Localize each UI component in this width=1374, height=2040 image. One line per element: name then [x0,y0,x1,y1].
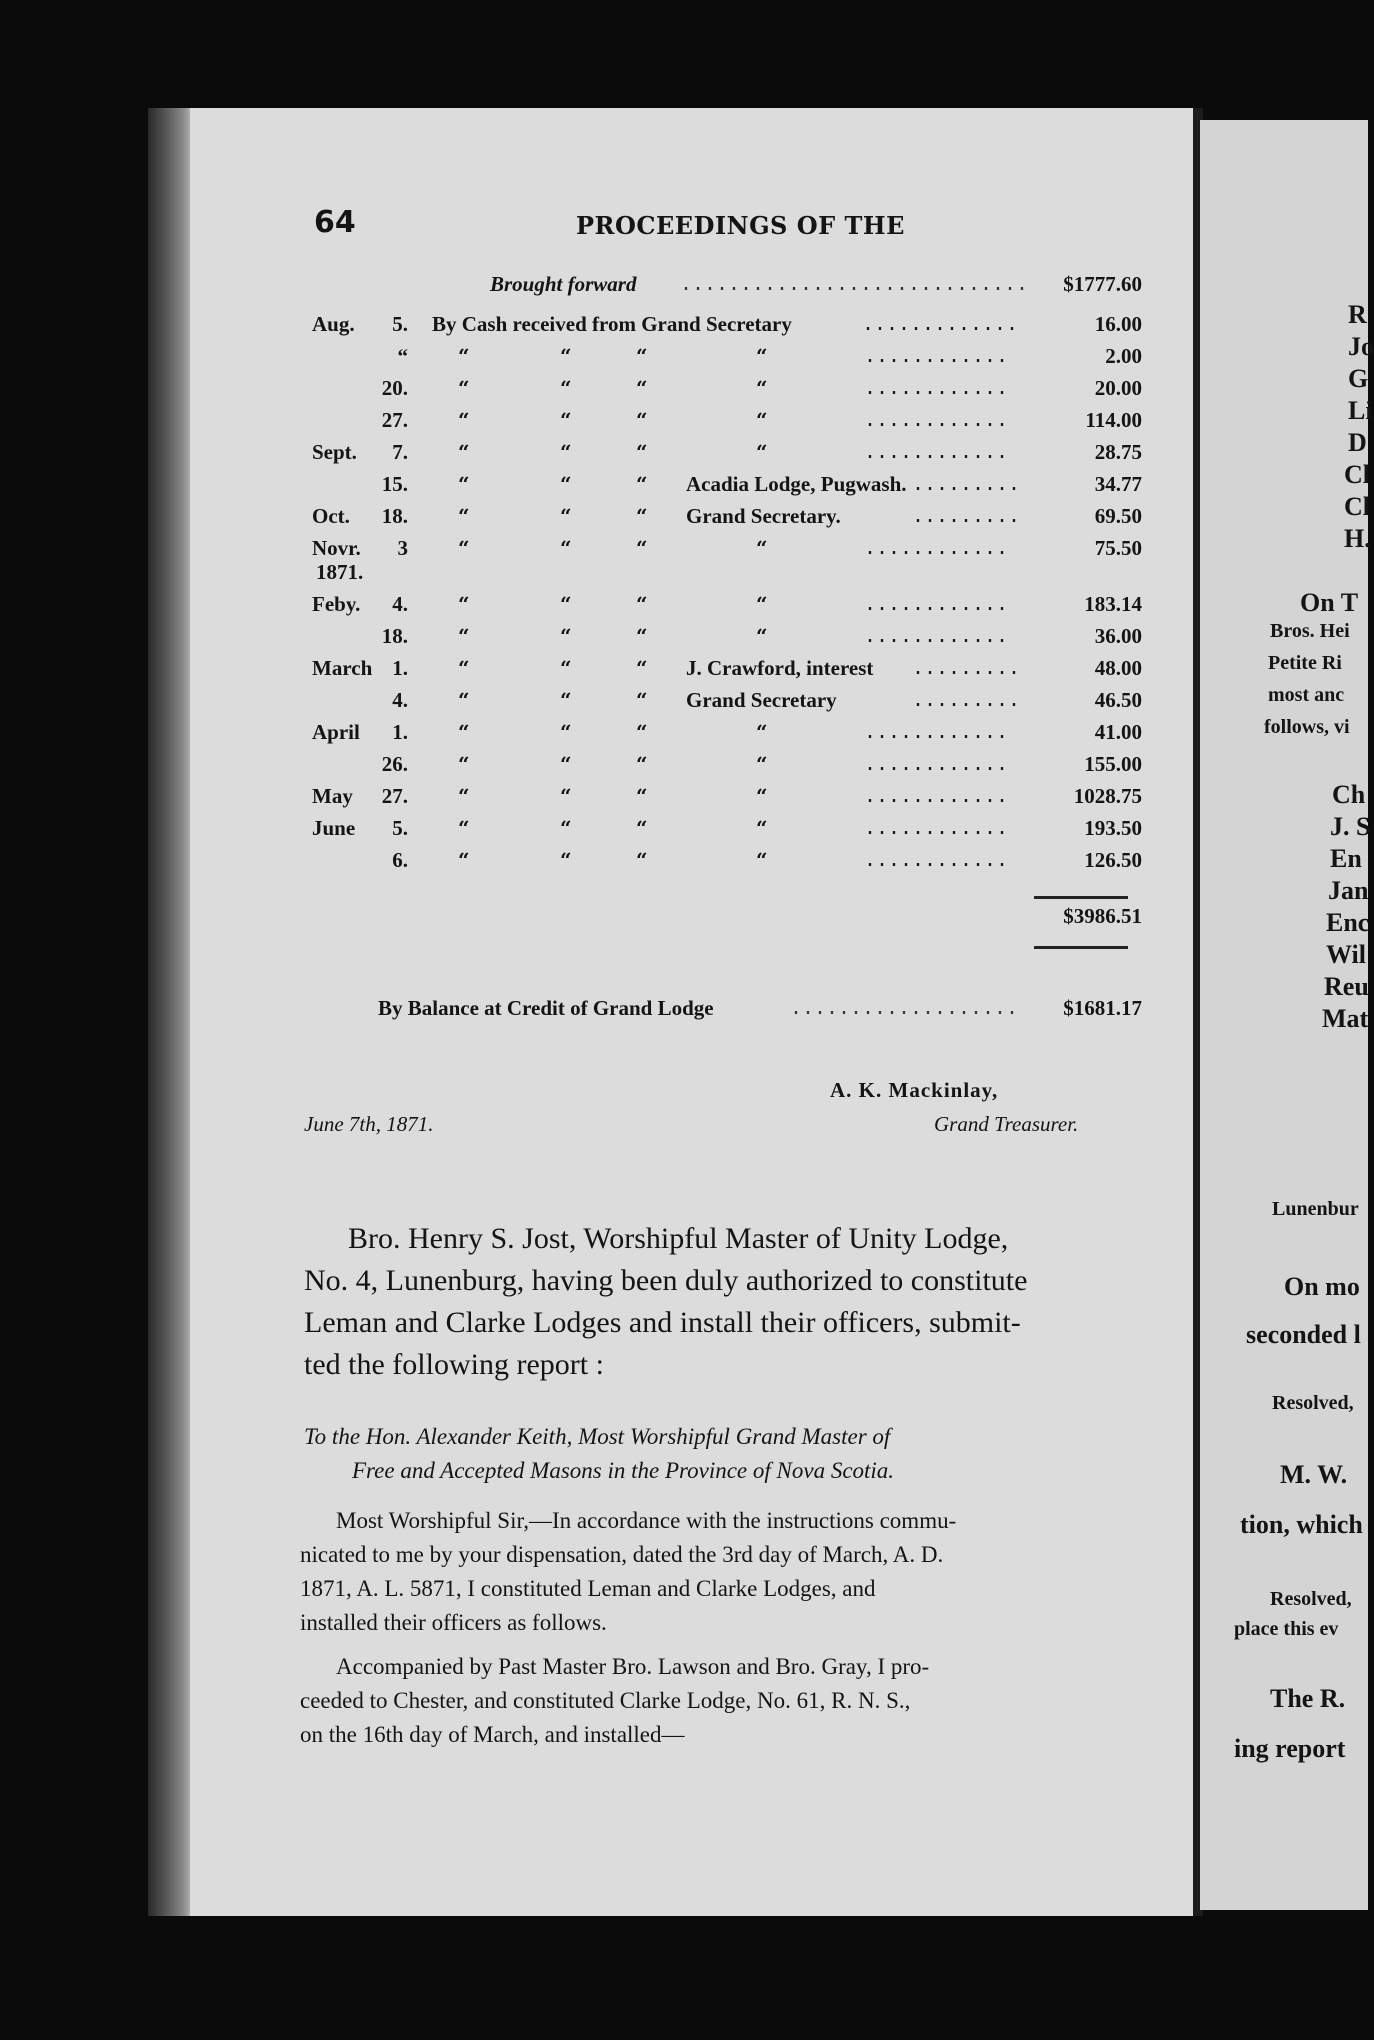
intro-line: Bro. Henry S. Jost, Worshipful Master of Unity Lodge, [348,1222,1009,1255]
ditto-mark: “ [636,376,648,400]
sum-rule-top [1034,896,1128,899]
row-month: Oct. [312,504,350,528]
report-line: Most Worshipful Sir,—In accordance with the instructions commu- [336,1508,957,1533]
ditto-mark: “ [560,624,572,648]
ditto-mark: “ [560,504,572,528]
leader-dots: ............ [864,442,1009,465]
row-day: “ [397,344,408,368]
right-page-fragment: Resolved, [1270,1588,1352,1610]
row-amount: 16.00 [1094,312,1142,336]
row-amount: 75.50 [1094,536,1142,560]
ditto-mark: “ [458,504,470,528]
ditto-mark: “ [636,688,648,712]
right-page-fragment: Cl [1344,460,1370,489]
ditto-mark: “ [458,440,470,464]
brought-forward-amount: $1777.60 [1063,272,1142,296]
row-amount: 36.00 [1094,624,1142,648]
right-page-fragment: most anc [1268,684,1345,706]
ditto-mark: “ [458,656,470,680]
ditto-mark: “ [458,720,470,744]
ditto-mark: “ [560,720,572,744]
right-page-fragment: Enc [1326,908,1370,937]
signature-date: June 7th, 1871. [304,1112,434,1136]
ditto-mark: “ [756,440,768,464]
report-line: ceeded to Chester, and constituted Clarke Lodge, No. 61, R. N. S., [300,1688,911,1713]
ditto-mark: “ [560,592,572,616]
report-line: on the 16th day of March, and installed— [300,1722,685,1747]
leader-dots: ................... [790,998,1019,1021]
row-amount: 183.14 [1084,592,1142,616]
row-amount: 48.00 [1094,656,1142,680]
right-page-fragment: Reu [1324,972,1369,1001]
row-amount: 1028.75 [1073,784,1142,808]
ditto-mark: “ [560,344,572,368]
row-month: Sept. [312,440,357,464]
ditto-mark: “ [458,688,470,712]
ditto-mark: “ [560,656,572,680]
ditto-mark: “ [458,472,470,496]
sum-rule-bottom [1034,946,1128,949]
row-day: 1. [392,720,408,744]
leader-dots: ......... [912,658,1021,681]
row-amount: 114.00 [1085,408,1142,432]
leader-dots: ............ [864,594,1009,617]
row-day: 18. [381,624,408,648]
ditto-mark: “ [756,408,768,432]
row-amount: 28.75 [1094,440,1142,464]
ledger-total: $3986.51 [1063,904,1142,928]
row-day: 4. [392,688,408,712]
ditto-mark: “ [560,376,572,400]
ditto-mark: “ [560,472,572,496]
leader-dots: ............ [864,850,1009,873]
balance-label: By Balance at Credit of Grand Lodge [378,996,714,1020]
right-page-fragment: R [1348,300,1367,329]
row-amount: 155.00 [1084,752,1142,776]
right-page-fragment: Wil [1326,940,1366,969]
row-amount: 41.00 [1094,720,1142,744]
report-line: nicated to me by your dispensation, dated the 3rd day of March, A. D. [300,1542,944,1567]
row-description: Acadia Lodge, Pugwash. [686,472,907,496]
page-number: 64 [314,205,356,240]
ditto-mark: “ [756,624,768,648]
year-label: 1871. [316,560,364,584]
leader-dots: ......... [912,690,1021,713]
ditto-mark: “ [756,848,768,872]
ditto-mark: “ [560,440,572,464]
row-description: J. Crawford, interest [686,656,874,680]
row-amount: 193.50 [1084,816,1142,840]
ditto-mark: “ [756,816,768,840]
row-month: June [312,816,356,840]
ditto-mark: “ [636,656,648,680]
leader-dots: ......... [912,506,1021,529]
leader-dots: ............ [864,378,1009,401]
row-month: May [312,784,353,808]
row-amount: 126.50 [1084,848,1142,872]
right-page-fragment: place this ev [1234,1618,1339,1640]
row-day: 15. [381,472,408,496]
right-page-fragment: Jo [1348,332,1374,361]
right-page-fragment: Bros. Hei [1270,620,1350,642]
right-page-fragment: On T [1300,588,1359,617]
row-description: Grand Secretary [686,688,837,712]
right-page-fragment: On mo [1284,1272,1360,1301]
ditto-mark: “ [458,408,470,432]
intro-line: Leman and Clarke Lodges and install their officers, submit- [304,1306,1021,1339]
row-description: Grand Secretary. [686,504,841,528]
row-day: 18. [381,504,408,528]
row-day: 6. [392,848,408,872]
row-day: 3 [397,536,408,560]
right-page-fragment: follows, vi [1264,716,1350,738]
ditto-mark: “ [636,624,648,648]
leader-dots: ............ [864,786,1009,809]
leader-dots: ............ [864,754,1009,777]
leader-dots: ............. [862,314,1019,337]
ditto-mark: “ [560,848,572,872]
right-page-fragment: Li [1348,396,1373,425]
leader-dots: ............ [864,538,1009,561]
ditto-mark: “ [458,344,470,368]
ditto-mark: “ [636,536,648,560]
signatory-name: A. K. Mackinlay, [830,1078,999,1102]
address-line: Free and Accepted Masons in the Province of Nova Scotia. [352,1458,895,1483]
ditto-mark: “ [636,472,648,496]
ditto-mark: “ [458,536,470,560]
ditto-mark: “ [560,816,572,840]
row-day: 20. [381,376,408,400]
ditto-mark: “ [756,752,768,776]
address-line: To the Hon. Alexander Keith, Most Worshipful Grand Master of [304,1424,891,1449]
row-amount: 34.77 [1094,472,1142,496]
ditto-mark: “ [756,592,768,616]
ditto-mark: “ [636,848,648,872]
row-day: 1. [392,656,408,680]
row-amount: 20.00 [1094,376,1142,400]
leader-dots: ............ [864,626,1009,649]
ditto-mark: “ [560,688,572,712]
book-binding-shadow [148,108,192,1916]
ditto-mark: “ [636,752,648,776]
right-page-fragment: M. W. [1280,1460,1348,1489]
ditto-mark: “ [636,504,648,528]
right-page-fragment: Petite Ri [1268,652,1342,674]
row-day: 5. [392,816,408,840]
ditto-mark: “ [756,376,768,400]
ditto-mark: “ [560,536,572,560]
ditto-mark: “ [458,848,470,872]
running-title: PROCEEDINGS OF THE [576,211,905,240]
right-page-fragment: J. S [1330,812,1371,841]
right-page-fragment: Lunenbur [1272,1198,1359,1220]
right-page-fragment: ing report [1234,1734,1346,1763]
right-page-fragment: Mat [1322,1004,1369,1033]
row-month: Feby. [312,592,361,616]
right-page-fragment: The R. [1270,1684,1346,1713]
row-month: Aug. [312,312,355,336]
ditto-mark: “ [636,344,648,368]
row-day: 27. [381,408,408,432]
right-page-fragment: H. [1344,524,1371,553]
ditto-mark: “ [636,816,648,840]
ditto-mark: “ [756,344,768,368]
signatory-title: Grand Treasurer. [934,1112,1079,1136]
ditto-mark: “ [458,816,470,840]
row-day: 4. [392,592,408,616]
leader-dots: ............ [864,722,1009,745]
ditto-mark: “ [636,440,648,464]
row-day: 7. [392,440,408,464]
ditto-mark: “ [458,376,470,400]
right-page-fragment: seconded l [1246,1320,1361,1349]
right-page-fragment: tion, which [1240,1510,1363,1539]
report-line: installed their officers as follows. [300,1610,607,1635]
right-page-fragment: G [1348,364,1369,393]
ditto-mark: “ [560,408,572,432]
ditto-mark: “ [756,720,768,744]
row-amount: 69.50 [1094,504,1142,528]
leader-dots: ............ [864,346,1009,369]
intro-line: ted the following report : [304,1348,604,1381]
leader-dots: ............ [864,410,1009,433]
ditto-mark: “ [560,752,572,776]
ditto-mark: “ [636,784,648,808]
leader-dots: ............................. [680,274,1029,297]
report-line: Accompanied by Past Master Bro. Lawson and Bro. Gray, I pro- [336,1654,930,1679]
row-month: Novr. [312,536,361,560]
ditto-mark: “ [636,720,648,744]
brought-forward-label: Brought forward [490,272,637,296]
row-day: 5. [392,312,408,336]
ditto-mark: “ [636,592,648,616]
row-day: 26. [381,752,408,776]
ditto-mark: “ [458,592,470,616]
ditto-mark: “ [756,536,768,560]
report-line: 1871, A. L. 5871, I constituted Leman and Clarke Lodges, and [300,1576,876,1601]
right-page-fragment: Resolved, [1272,1392,1354,1414]
row-amount: 46.50 [1094,688,1142,712]
ditto-mark: “ [458,624,470,648]
leader-dots: ............ [864,818,1009,841]
right-page-fragment: Ch [1332,780,1366,809]
balance-amount: $1681.17 [1063,996,1142,1020]
ditto-mark: “ [756,784,768,808]
intro-line: No. 4, Lunenburg, having been duly authorized to constitute [304,1264,1028,1297]
right-page-fragment: Cl [1344,492,1370,521]
ditto-mark: “ [458,784,470,808]
ditto-mark: “ [636,408,648,432]
leader-dots: ......... [912,474,1021,497]
ditto-mark: “ [560,784,572,808]
row-month: March [312,656,373,680]
ditto-mark: “ [458,752,470,776]
right-page-fragment: En [1330,844,1362,873]
right-page-fragment: Jan [1328,876,1369,905]
row-by-cash-label: By Cash received from Grand Secretary [432,312,792,336]
right-page-fragment: D [1348,428,1367,457]
row-amount: 2.00 [1105,344,1142,368]
row-day: 27. [381,784,408,808]
row-month: April [312,720,360,744]
